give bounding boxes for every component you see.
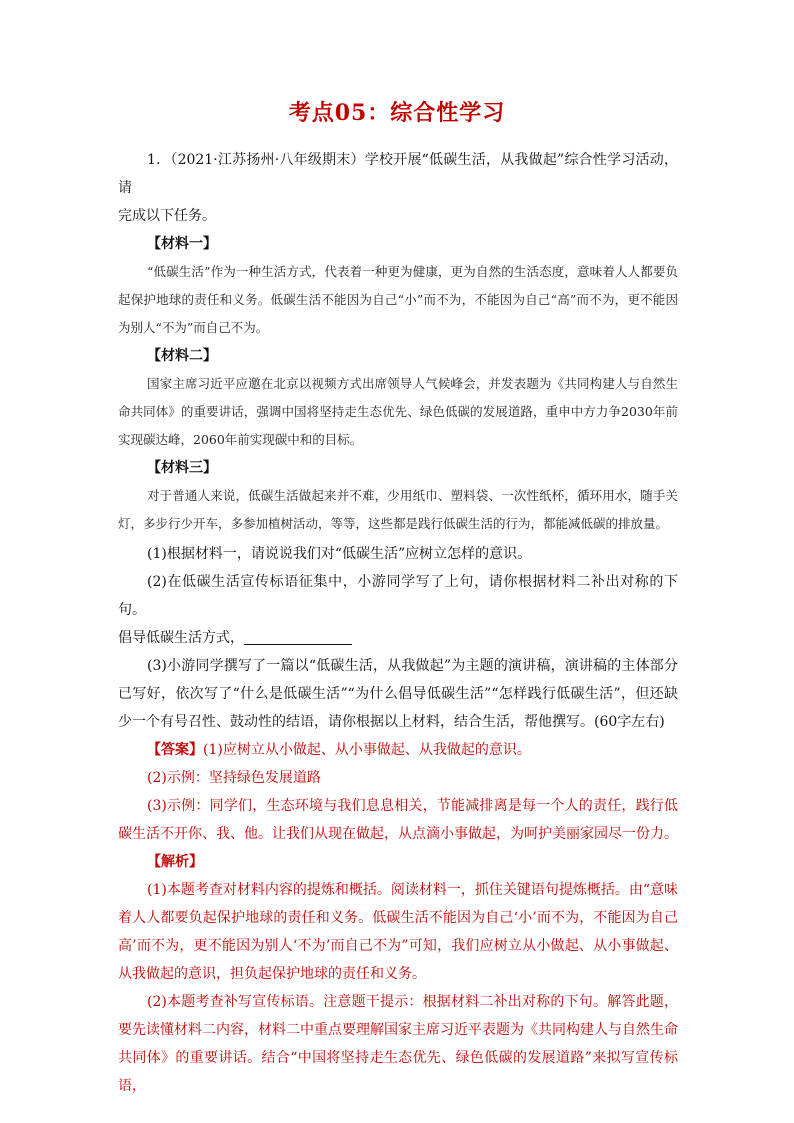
question-stem-line2: 完成以下任务。	[118, 208, 216, 224]
sub-question-2-prefix: 倡导低碳生活方式，	[118, 630, 244, 646]
analysis-1: (1)本题考查对材料内容的提炼和概括。阅读材料一，抓住关键语句提炼概括。由“意味着人人都要负起保护地球的责任和义务。低碳生活不能因为自己‘小’而不为，不能因为自己高’而不为，更不能因为别人‘不为’而自己不为”可知，我们应树立从小做起、从小事做起、从我做起的意识，担负起保护地球的责任和义务。	[118, 882, 678, 982]
answer-1	[118, 736, 678, 764]
sub-question-3: (3)小游同学撰写了一篇以“低碳生活，从我做起”为主题的演讲稿，演讲稿的主体部分已写好，依次写了“什么是低碳生活”“为什么倡导低碳生活”“怎样践行低碳生活”，但还缺少一个有号召性、鼓动性的结语，请你根据以上材料，结合生活，帮他撰写。(60字左右)	[118, 658, 678, 730]
answer-2: (2)示例：坚持绿色发展道路	[147, 770, 321, 786]
material3-heading: 【材料三】	[147, 460, 217, 476]
sub-question-2-line	[118, 624, 678, 652]
sub-question-1: (1)根据材料一，请说说我们对“低碳生活”应树立怎样的意识。	[147, 546, 532, 562]
material3-text: 对于普通人来说，低碳生活做起来并不难，少用纸巾、塑料袋、一次性纸杯，循环用水，随手关灯，多步行少开车，多参加植树活动，等等，这些都是践行低碳生活的行为，都能减低碳的排放量。	[118, 488, 678, 531]
question-stem-line1: 1．（2021·江苏扬州·八年级期末）学校开展“低碳生活，从我做起”综合性学习活动，请	[118, 152, 678, 196]
answer-tag: 【答案】	[147, 742, 203, 758]
material2-heading: 【材料二】	[147, 348, 217, 364]
page-title: 考点05：综合性学习	[288, 100, 506, 126]
answer-blank	[244, 630, 352, 645]
material2-text: 国家主席习近平应邀在北京以视频方式出席领导人气候峰会，并发表题为《共同构建人与自然生命共同体》的重要讲话，强调中国将坚持走生态优先、绿色低碳的发展道路，重申中方力争2030年前实现碳达峰，2060年前实现碳中和的目标。	[118, 376, 678, 447]
answer-1-text: (1)应树立从小做起、从小事做起、从我做起的意识。	[203, 742, 531, 758]
document-body	[118, 146, 678, 1100]
material1-text: “低碳生活”作为一种生活方式，代表着一种更为健康，更为自然的生活态度，意味着人人都要负起保护地球的责任和义务。低碳生活不能因为自己“小”而不为，不能因为自己“高”而不为，更不能因为别人“不为”而自己不为。	[118, 264, 678, 335]
analysis-tag: 【解析】	[147, 854, 203, 870]
question-stem	[118, 146, 678, 202]
material1-heading: 【材料一】	[147, 236, 217, 252]
analysis-2: (2)本题考查补写宣传标语。注意题干提示：根据材料二补出对称的下句。解答此题，要先读懂材料二内容，材料二中重点要理解国家主席习近平表题为《共同构建人与自然生命共同体》的重要讲话。结合“中国将坚持走生态优先、绿色低碳的发展道路”来拟写宣传标语，	[118, 994, 678, 1094]
answer-3: (3)示例：同学们，生态环境与我们息息相关，节能减排离是每一个人的责任，践行低碳生活不开你、我、他。让我们从现在做起，从点滴小事做起，为呵护美丽家园尽一份力。	[118, 798, 678, 842]
sub-question-2: (2)在低碳生活宣传标语征集中，小游同学写了上句，请你根据材料二补出对称的下句。	[118, 574, 678, 618]
